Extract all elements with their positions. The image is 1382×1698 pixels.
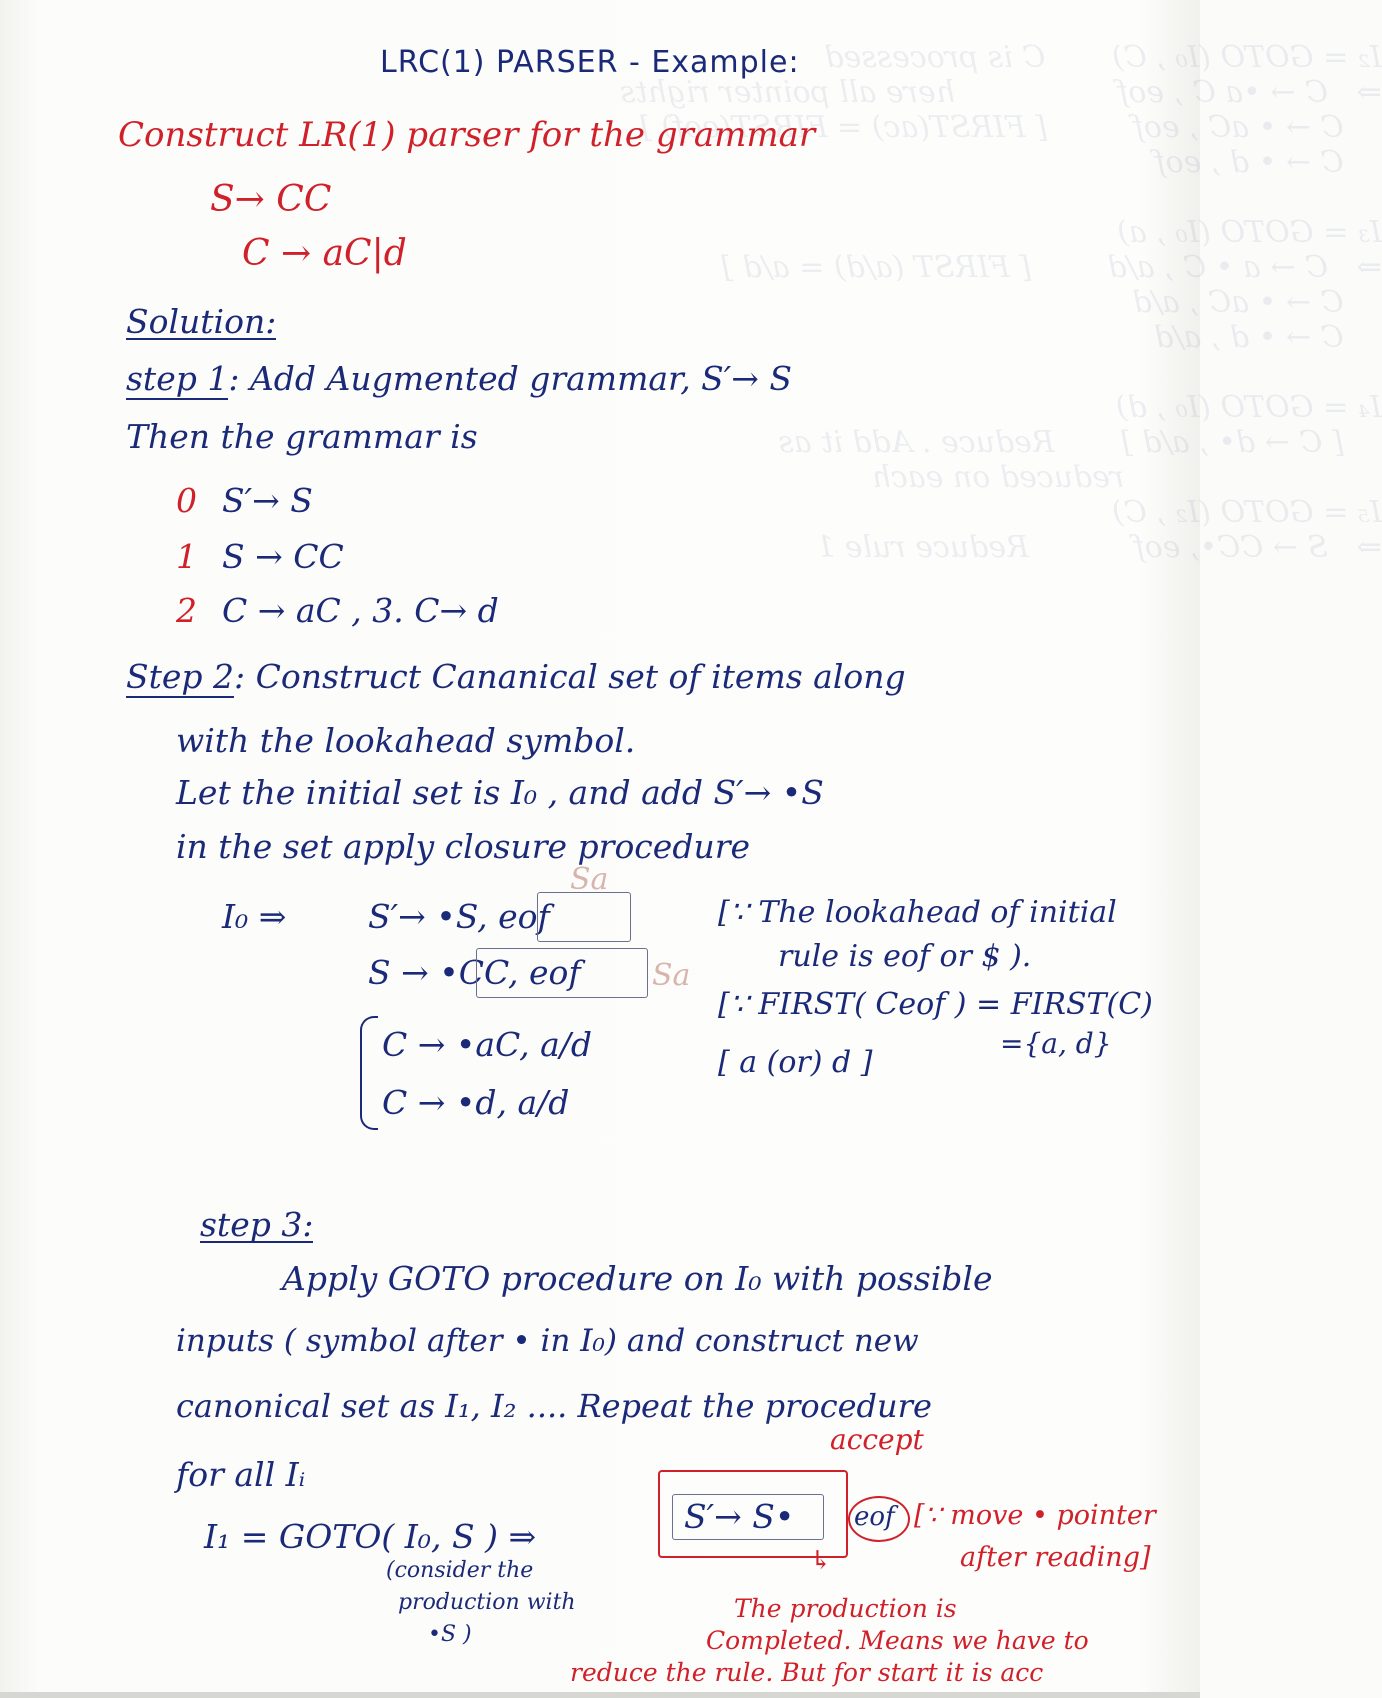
grammar-rule-1: S→ CC xyxy=(210,179,332,220)
i1-note-1: [∵ move • pointer xyxy=(914,1500,1156,1531)
solution-heading: Solution: xyxy=(126,302,277,341)
i0-item-2: S → •CC, eof xyxy=(368,953,581,992)
margin-mark-2: Sa xyxy=(652,958,691,993)
i0-closure-bracket xyxy=(360,1016,378,1130)
step3-line-4: for all Iᵢ xyxy=(176,1455,306,1494)
i0-note-4: ={a, d} xyxy=(1000,1027,1112,1060)
step3-line-2: inputs ( symbol after • in I₀) and construct new xyxy=(176,1323,919,1359)
red-note-3: reduce the rule. But for start it is acc xyxy=(570,1658,1044,1687)
step2-text-1: : Construct Cananical set of items along xyxy=(234,657,906,696)
augmented-rule-2: C → aC , 3. C→ d xyxy=(222,591,499,630)
step1-label: step 1 xyxy=(126,359,229,398)
eof-box-1 xyxy=(537,892,631,942)
consider-note-1: (consider the xyxy=(386,1558,534,1583)
step3-label: step 3: xyxy=(200,1205,314,1244)
i0-note-3: [∵ FIRST( Ceof ) = FIRST(C) xyxy=(718,987,1153,1022)
step3-line-3: canonical set as I₁, I₂ .... Repeat the procedure xyxy=(176,1387,932,1425)
step2-label: Step 2 xyxy=(126,657,235,696)
red-note-2: Completed. Means we have to xyxy=(706,1626,1089,1655)
augmented-rule-0: S′→ S xyxy=(222,481,313,520)
step1-then: Then the grammar is xyxy=(126,417,478,456)
consider-note-3: •S ) xyxy=(428,1622,472,1647)
step2-line-1 xyxy=(126,657,906,696)
bleed-through-text: I₂ = GOTO (I₀ , C) C is processed ⇒ C → •a C , eof here all pointer rights C → • aC , eof [ FIRST(ac) = FIRST(eof) ] C → • d , eof I₃ = GOTO (I₀ , a) ⇒ C → a • C , a/d [ FIRST (a/d) = a/d ] C → • aC , a/d C → • d , a/d I₄ = GOTO (I₀ , d) [ C → d• , a/d ] Reduce . Add it as reduced on each I₅ = GOTO (I₂ , C) ⇒ S → CC•, eof Reduce rule 1 xyxy=(620,40,1382,565)
step2-line-3: Let the initial set is I₀ , and add S′→ •S xyxy=(176,773,824,812)
augmented-rule-1: S → CC xyxy=(222,537,344,576)
i1-note-2: after reading] xyxy=(960,1542,1151,1573)
rule-number-1: 1 xyxy=(176,537,197,576)
i1-item: S′→ S• xyxy=(684,1497,795,1536)
construct-heading: Construct LR(1) parser for the grammar xyxy=(118,115,816,155)
page-bottom-edge xyxy=(0,1692,1200,1698)
down-arrow-icon: ↳ xyxy=(810,1546,832,1576)
i0-label: I₀ ⇒ xyxy=(222,897,287,936)
rule-number-2: 2 xyxy=(176,591,197,630)
rule-number-0: 0 xyxy=(176,481,197,520)
step1-text: : Add Augmented grammar, S′→ S xyxy=(228,359,793,398)
cc-eof-box xyxy=(476,948,648,998)
step2-line-2: with the lookahead symbol. xyxy=(176,721,636,760)
i0-item-3: C → •aC, a/d xyxy=(382,1025,592,1064)
red-note-1: The production is xyxy=(734,1594,957,1623)
grammar-rule-2: C → aC|d xyxy=(242,233,407,274)
accept-label: accept xyxy=(830,1423,924,1456)
page-title: LRC(1) PARSER - Example: xyxy=(380,45,800,80)
i0-item-4: C → •d, a/d xyxy=(382,1083,570,1122)
step2-line-4: in the set apply closure procedure xyxy=(176,827,751,866)
i0-note-1: [∵ The lookahead of initial xyxy=(718,895,1117,930)
i0-note-5: [ a (or) d ] xyxy=(718,1045,873,1080)
step3-line-1: Apply GOTO procedure on I₀ with possible xyxy=(282,1259,993,1298)
step1-line xyxy=(126,359,793,398)
margin-mark-1: Sa xyxy=(570,862,609,897)
i0-item-1: S′→ •S, eof xyxy=(368,897,550,936)
i0-note-2: rule is eof or $ ). xyxy=(778,939,1032,974)
i1-goto: I₁ = GOTO( I₀, S ) ⇒ xyxy=(204,1517,537,1556)
consider-note-2: production with xyxy=(398,1590,576,1615)
i1-eof: eof xyxy=(854,1502,895,1532)
